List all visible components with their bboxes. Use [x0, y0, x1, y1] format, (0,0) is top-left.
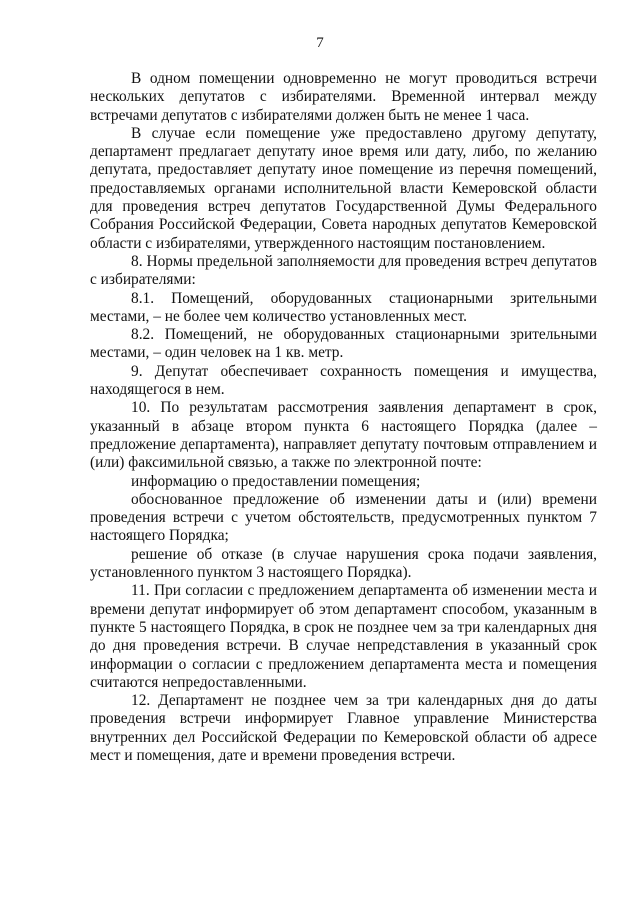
paragraph-11-consent: 11. При согласии с предложением департамента об изменении места и времени депутат информирует об этом департамент способом, указанным в пункте 5 настоящего Порядка, в срок не позднее чем за три календарных дня до дня проведения встречи. В случае непредставления в указанный срок информации о согласии с предложением департамента места и помещения считаются непредоставленными.	[90, 582, 597, 691]
paragraph-8-2-unseated-rooms: 8.2. Помещений, не оборудованных стационарными зрительными местами, – один человек на 1 кв. метр.	[90, 326, 597, 362]
paragraph-9-property-safety: 9. Депутат обеспечивает сохранность помещения и имущества, находящегося в нем.	[90, 362, 597, 399]
paragraph-8-1-seated-rooms: 8.1. Помещений, оборудованных стационарными зрительными местами, – не более чем количество установленных мест.	[90, 289, 597, 325]
paragraph-10-reschedule-proposal: обоснованное предложение об изменении даты и (или) времени проведения встречи с учетом обстоятельств, предусмотренных пунктом 7 настоящего Порядка;	[90, 490, 597, 545]
paragraph-10-refusal: решение об отказе (в случае нарушения срока подачи заявления, установленного пунктом 3 настоящего Порядка).	[90, 545, 597, 582]
paragraph-room-occupied: В случае если помещение уже предоставлено другому депутату, департамент предлагает депутату иное время или дату, либо, по желанию депутата, предоставляет депутату иное помещение из перечня помещений, предоставляемых органами исполнительной власти Кемеровской области для проведения встреч депутатов Государственной Думы Федерального Собрания Российской Федерации, Совета народных депутатов Кемеровской области с избирателями, утвержденного настоящим постановлением.	[90, 124, 597, 252]
paragraph-10-room-info: информацию о предоставлении помещения;	[131, 472, 421, 490]
document-body	[90, 70, 597, 765]
paragraph-8-occupancy-norms: 8. Нормы предельной заполняемости для проведения встреч депутатов с избирателями:	[90, 252, 597, 289]
paragraph-12-police-notice: 12. Департамент не позднее чем за три календарных дня до даты проведения встречи информирует Главное управление Министерства внутренних дел Российской Федерации по Кемеровской области об адресе мест и помещения, дате и времени проведения встречи.	[90, 692, 597, 764]
paragraph-meeting-interval: В одном помещении одновременно не могут проводиться встречи нескольких депутатов с избирателями. Временной интервал между встречами депутатов с избирателями должен быть не менее 1 часа.	[90, 70, 597, 124]
paragraph-10-review-results: 10. По результатам рассмотрения заявления департамент в срок, указанный в абзаце втором пункта 6 настоящего Порядка (далее – предложение департамента), направляет депутату почтовым отправлением и (или) факсимильной связью, а также по электронной почте:	[90, 399, 597, 472]
page-number: 7	[316, 35, 324, 51]
